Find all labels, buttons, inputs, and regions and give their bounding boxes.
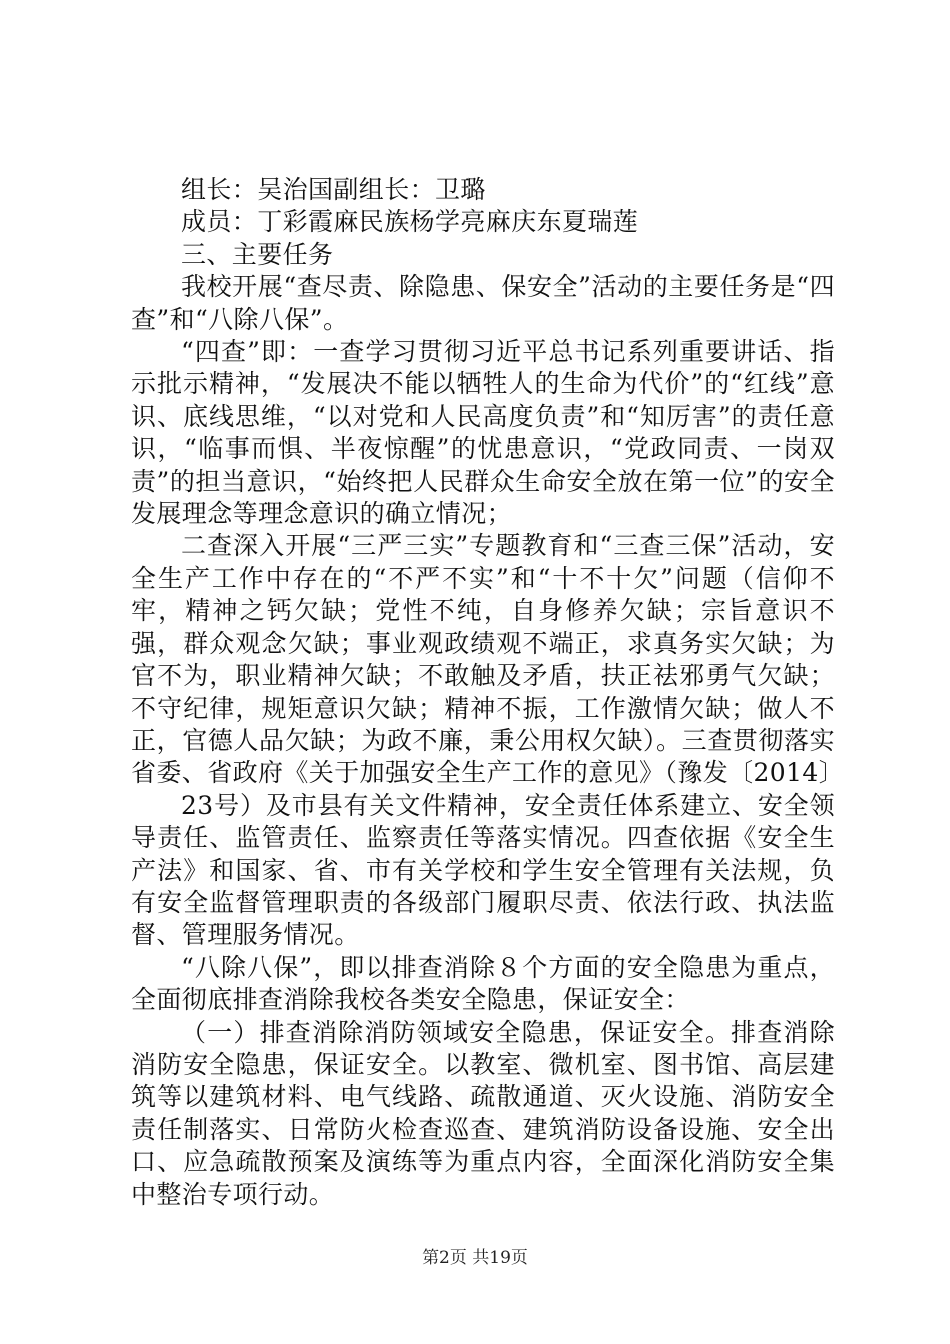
paragraph-fire-safety: （一）排查消除消防领域安全隐患，保证安全。排查消除消防安全隐患，保证安全。以教室、微机室、图书馆、高层建筑等以建筑材料、电气线路、疏散通道、灭火设施、消防安全责任制落实、日常防火检查巡查、建筑消防设备设施、安全出口、应急疏散预案及演练等为重点内容，全面深化消防安全集中整治专项行动。	[131, 1017, 835, 1209]
document-body	[131, 174, 845, 1211]
paragraph-eight-eliminations: “八除八保”，即以排查消除８个方面的安全隐患为重点，全面彻底排查消除我校各类安全隐患，保证安全：	[131, 952, 835, 1015]
page-number-footer: 第2页 共19页	[422, 1248, 528, 1268]
paragraph-main-tasks: 我校开展“查尽责、除隐患、保安全”活动的主要任务是“四查”和“八除八保”。	[131, 272, 835, 334]
paragraph-team-leaders: 组长：吴治国副组长：卫璐	[181, 175, 486, 204]
paragraph-four-checks: “四查”即：一查学习贯彻习近平总书记系列重要讲话、指示批示精神，“发展决不能以牺牲人的生命为代价”的“红线”意识、底线思维，“以对党和人民高度负责”和“知厉害”的责任意识，“临事而惧、半夜惊醒”的忧患意识，“党政同责、一岗双责”的担当意识，“始终把人民群众生命安全放在第一位”的安全发展理念等理念意识的确立情况；	[131, 337, 835, 529]
paragraph-second-third-checks: 二查深入开展“三严三实”专题教育和“三查三保”活动，安全生产工作中存在的“不严不实”和“十不十欠”问题（信仰不牢，精神之钙欠缺；党性不纯，自身修养欠缺；宗旨意识不强，群众观念欠缺；事业观政绩观不端正，求真务实欠缺；为官不为，职业精神欠缺；不敢触及矛盾，扶正祛邪勇气欠缺；不守纪律，规矩意识欠缺；精神不振，工作激情欠缺；做人不正，官德人品欠缺；为政不廉，秉公用权欠缺）。三查贯彻落实省委、省政府《关于加强安全生产工作的意见》（豫发〔2014〕	[131, 531, 845, 788]
paragraph-team-members: 成员：丁彩霞麻民族杨学亮麻庆东夏瑞莲	[181, 207, 639, 237]
section-heading-main-tasks: 三、主要任务	[181, 239, 334, 269]
paragraph-document-number: 23号）及市县有关文件精神，安全责任体系建立、安全领导责任、监管责任、监察责任等落实情况。四查依据《安全生产法》和国家、省、市有关学校和学生安全管理有关法规，负有安全监督管理职责的各级部门履职尽责、依法行政、执法监督、管理服务情况。	[131, 790, 835, 950]
